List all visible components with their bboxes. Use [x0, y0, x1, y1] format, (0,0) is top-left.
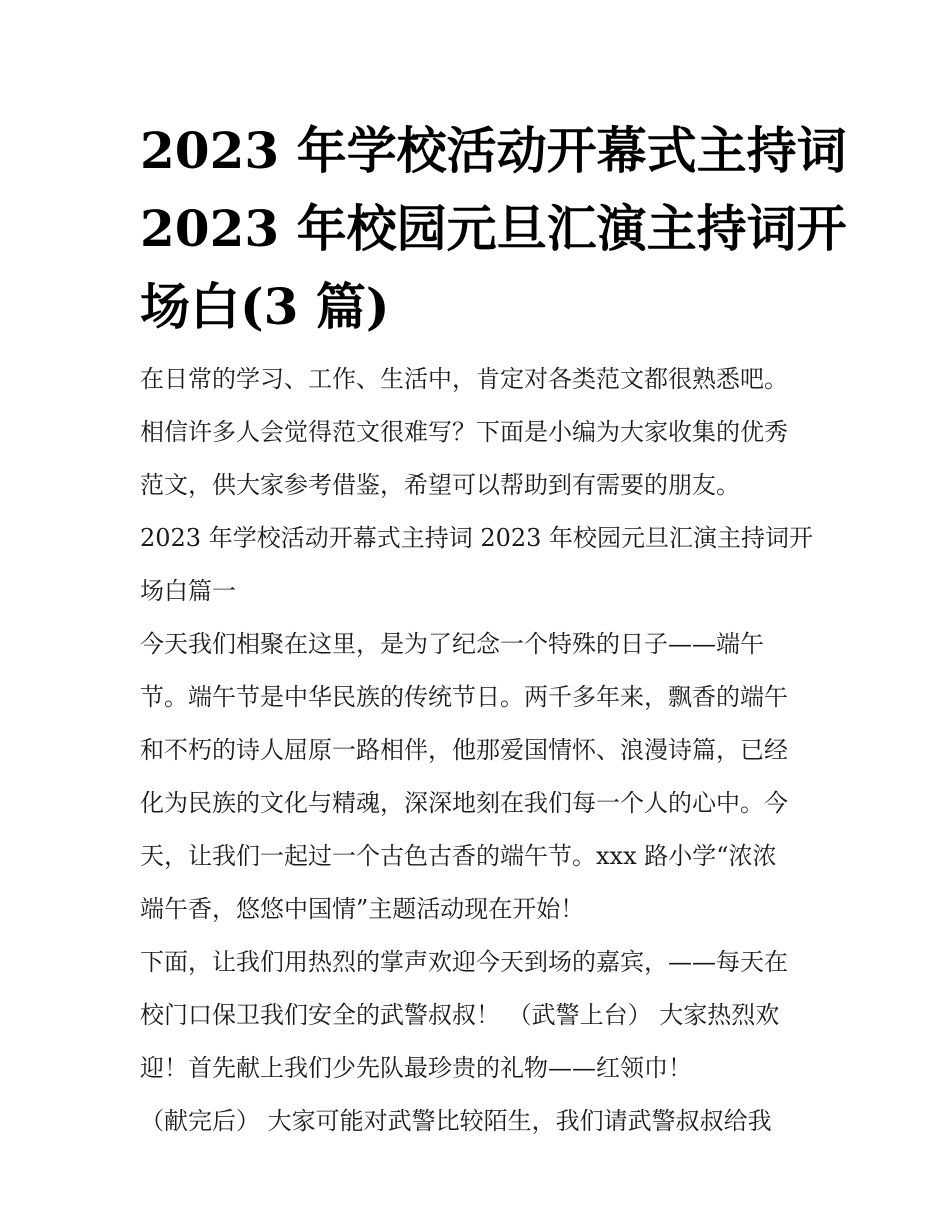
body-line: 化为民族的文化与精魂，深深地刻在我们每一个人的心中。今 — [140, 789, 788, 817]
section-heading-line: 场白篇一 — [140, 577, 236, 605]
document-title — [140, 112, 847, 346]
body-line: 范文，供大家参考借鉴，希望可以帮助到有需要的朋友。 — [140, 471, 740, 499]
body-line: 下面，让我们用热烈的掌声欢迎今天到场的嘉宾，——每天在 — [140, 948, 788, 976]
body-line: 校门口保卫我们安全的武警叔叔！ （武警上台） 大家热烈欢 — [140, 1001, 780, 1029]
body-line: 相信许多人会觉得范文很难写？下面是小编为大家收集的优秀 — [140, 418, 788, 446]
body-line: 端午香，悠悠中国情”主题活动现在开始！ — [140, 895, 585, 923]
body-line: （献完后） 大家可能对武警比较陌生，我们请武警叔叔给我 — [140, 1107, 772, 1135]
body-line: 迎！首先献上我们少先队最珍贵的礼物——红领巾！ — [140, 1054, 692, 1082]
title-line: 2023 年学校活动开幕式主持词 — [140, 121, 847, 180]
document-body — [140, 353, 820, 1148]
body-line: 和不朽的诗人屈原一路相伴，他那爱国情怀、浪漫诗篇，已经 — [140, 736, 788, 764]
body-line: 在日常的学习、工作、生活中，肯定对各类范文都很熟悉吧。 — [140, 365, 788, 393]
body-line: 今天我们相聚在这里，是为了纪念一个特殊的日子——端午 — [140, 630, 764, 658]
section-heading-line: 2023 年学校活动开幕式主持词 2023 年校园元旦汇演主持词开 — [140, 524, 814, 552]
body-line: 节。端午节是中华民族的传统节日。两千多年来，飘香的端午 — [140, 683, 788, 711]
title-line: 场白(3 篇) — [140, 277, 390, 336]
body-line: 天，让我们一起过一个古色古香的端午节。xxx 路小学“浓浓 — [140, 842, 777, 870]
title-line: 2023 年校园元旦汇演主持词开 — [140, 199, 847, 258]
